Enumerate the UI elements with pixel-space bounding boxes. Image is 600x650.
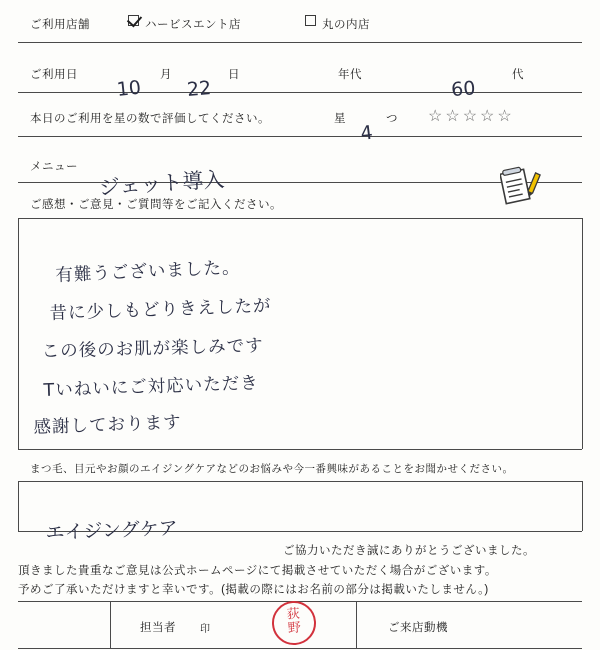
store-option-1-checkbox[interactable] [305,15,316,26]
rule-under-date [18,92,582,93]
rule-footer-div1 [110,601,111,648]
interest-box-right [582,481,583,531]
staff-label: 担当者 [140,622,176,634]
seal-text-top: 荻 [286,606,301,623]
rating-stars[interactable]: ☆☆☆☆☆ [428,108,515,125]
comment-box-top [18,218,582,219]
thanks-text: ご協力いただき誠にありがとうございました。 [283,545,535,557]
store-option-0-label: ハービスエント店 [145,19,241,31]
comment-line-3: Tいねいにご対応いただき [43,373,260,402]
rating-star-unit: つ [386,113,398,125]
notice-line-0: 頂きました貴重なご意見は公式ホームページにて掲載させていただく場合がございます。 [18,565,497,577]
date-month-unit: 月 [160,69,172,81]
date-month-value: 10 [115,76,143,101]
comment-box-right [582,218,583,449]
rating-label: 本日のご利用を星の数で評価してください。 [30,113,270,125]
rule-under-store [18,42,582,43]
comment-line-2: この後のお肌が楽しみです [41,336,264,363]
rating-star-value: 4 [359,121,375,145]
date-day-unit: 日 [228,69,240,81]
date-day-value: 22 [186,76,213,101]
staff-seal-mark: 印 [200,624,211,635]
interest-label: まつ毛、目元やお顔のエイジングケアなどのお悩みや今一番興味があることをお聞かせください。 [30,463,514,475]
rating-star-label: 星 [334,113,346,125]
comment-line-1: 昔に少しもどりきえしたが [49,296,272,325]
store-option-1-label: 丸の内店 [322,19,370,31]
comment-box-left [18,218,19,449]
rule-footer-bottom [18,648,582,649]
menu-label: メニュー [30,161,78,173]
seal-text-bottom: 野 [287,620,302,637]
menu-value: ジェット導入 [98,167,226,201]
visit-motive-label: ご来店動機 [388,622,448,634]
age-value: 60 [450,77,477,101]
comment-line-4: 感謝しております [33,412,182,439]
rule-under-rating [18,136,582,137]
age-label: 年代 [338,69,362,81]
staff-seal-stamp [271,600,318,647]
store-option-0-checkbox[interactable] [128,15,139,26]
interest-value: エイジングケア [45,517,179,545]
memo-icon [500,166,544,206]
rule-footer-div2 [356,601,357,648]
comment-line-0: 有難うございました。 [55,257,241,287]
interest-box-top [18,481,582,482]
age-unit: 代 [512,69,524,81]
interest-box-left [18,481,19,531]
comment-label: ご感想・ご意見・ご質問等をご記入ください。 [30,199,282,211]
comment-box-bottom [18,449,582,450]
date-label: ご利用日 [30,69,78,81]
store-label: ご利用店舗 [30,19,90,31]
notice-line-1: 予めご了承いただけますと幸いです。(掲載の際にはお名前の部分は掲載いたしません。) [18,584,489,596]
